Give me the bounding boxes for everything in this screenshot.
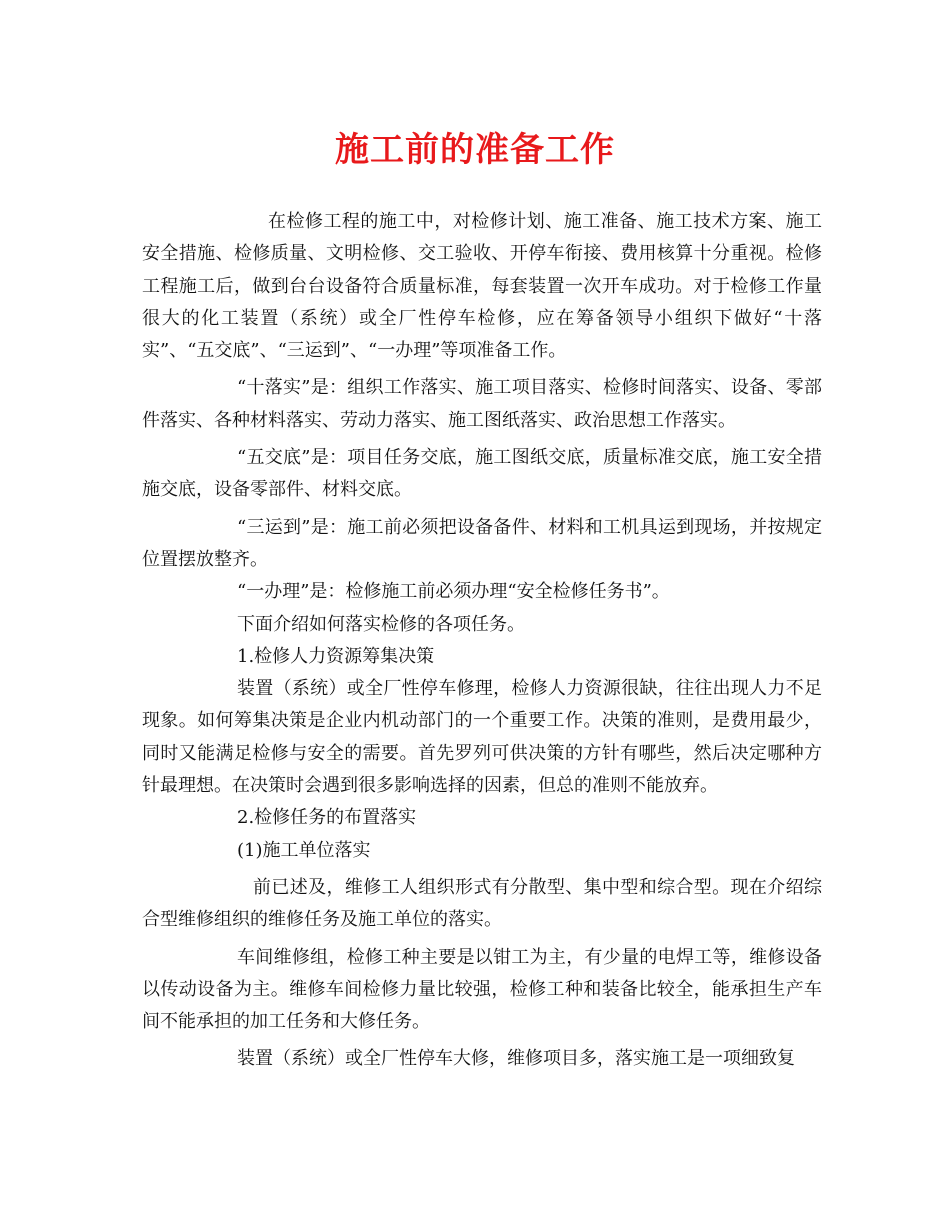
paragraph-ten-implementations: “十落实”是：组织工作落实、施工项目落实、检修时间落实、设备、零部件落实、各种材料落实、劳动力落实、施工图纸落实、政治思想工作落实。: [142, 377, 822, 431]
paragraph-workshop-maintenance: 车间维修组，检修工种主要是以钳工为主，有少量的电焊工等，维修设备以传动设备为主。维修车间检修力量比较强，检修工种和装备比较全，能承担生产车间不能承担的加工任务和大修任务。: [142, 946, 822, 1033]
paragraph-overhaul: 装置（系统）或全厂性停车大修，维修项目多，落实施工是一项细致复: [237, 1048, 795, 1070]
heading-construction-unit: (1)施工单位落实: [237, 839, 371, 861]
page-title: 施工前的准备工作: [335, 130, 615, 170]
paragraph-introduce-tasks: 下面介绍如何落实检修的各项任务。: [237, 613, 525, 635]
document-body: [142, 206, 822, 1076]
paragraph-three-deliveries: “三运到”是：施工前必须把设备备件、材料和工机具运到现场，并按规定位置摆放整齐。: [142, 516, 822, 570]
paragraph-one-procedure: “一办理”是：检修施工前必须办理“安全检修任务书”。: [237, 581, 670, 603]
paragraph-maintenance-organization: 前已述及，维修工人组织形式有分散型、集中型和综合型。现在介绍综合型维修组织的维修任务及施工单位的落实。: [142, 876, 822, 931]
paragraph-five-briefings: “五交底”是：项目任务交底，施工图纸交底，质量标准交底，施工安全措施交底，设备零部件、材料交底。: [142, 447, 822, 501]
heading-task-assignment: 2.检修任务的布置落实: [237, 807, 417, 829]
heading-manpower-decision: 1.检修人力资源筹集决策: [237, 645, 435, 667]
paragraph-manpower: 装置（系统）或全厂性停车修理，检修人力资源很缺，往往出现人力不足现象。如何筹集决策是企业内机动部门的一个重要工作。决策的准则，是费用最少，同时又能满足检修与安全的需要。首先罗列可供决策的方针有哪些，然后决定哪种方针最理想。在决策时会遇到很多影响选择的因素，但总的准则不能放弃。: [142, 678, 822, 797]
paragraph-intro: 在检修工程的施工中，对检修计划、施工准备、施工技术方案、施工安全措施、检修质量、文明检修、交工验收、开停车衔接、费用核算十分重视。检修工程施工后，做到台台设备符合质量标准，每套装置一次开车成功。对于检修工作量很大的化工装置（系统）或全厂性停车检修，应在筹备领导小组织下做好“十落实”、“五交底”、“三运到”、“一办理”等项准备工作。: [142, 211, 822, 362]
